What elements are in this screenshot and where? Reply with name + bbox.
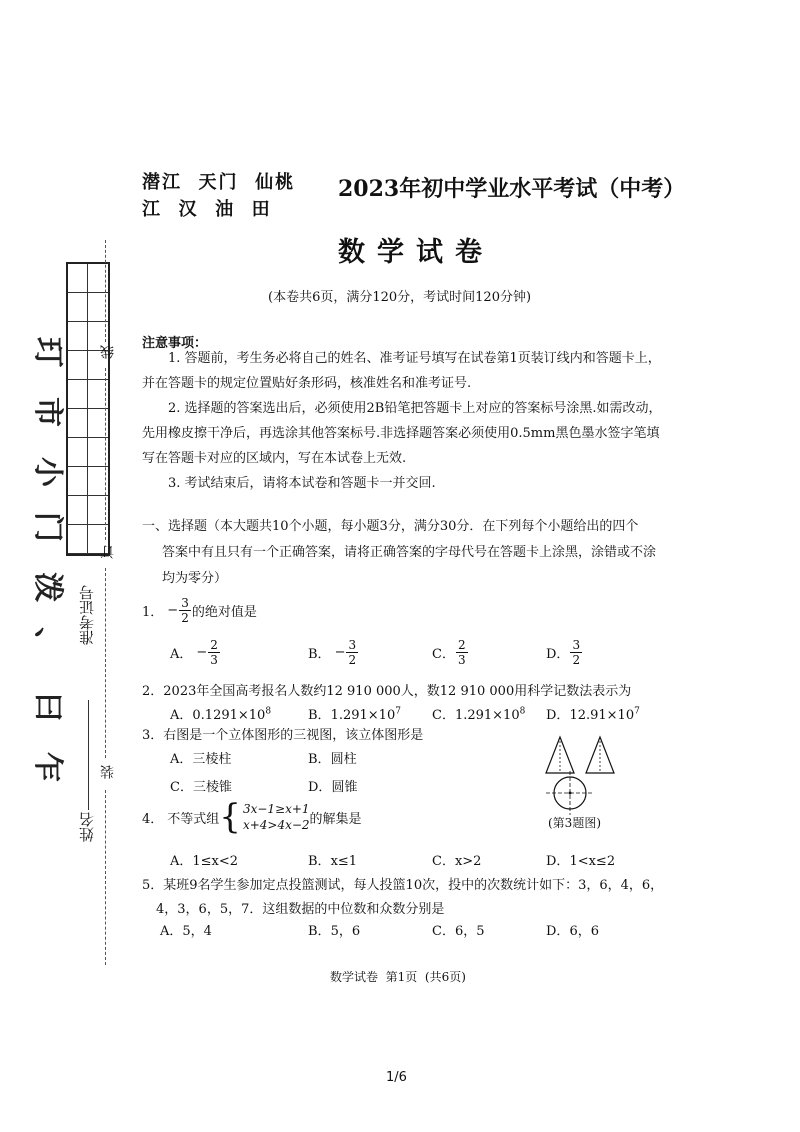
option-label: A． — [170, 647, 193, 662]
exponent: 7 — [395, 706, 401, 717]
bleed-glyph: 乍 — [30, 752, 65, 782]
front-view — [546, 737, 574, 773]
subject-title: 数学试卷 — [338, 237, 494, 268]
question-5-line-1: 5．某班9名学生参加定点投篮测试，每人投篮10次，投中的次数统计如下：3，6，4，6， — [142, 878, 664, 893]
option-text: x>2 — [454, 854, 482, 869]
fraction — [179, 596, 191, 625]
binding-mark-line: 线 — [100, 345, 116, 359]
inequality-system — [219, 797, 310, 837]
numerator: 3 — [348, 638, 357, 652]
option-label: D． — [546, 647, 570, 662]
question-4 — [142, 797, 362, 837]
section-1-instructions — [142, 514, 708, 592]
option-label: C． — [432, 924, 455, 939]
fraction — [570, 638, 582, 667]
numerator: 2 — [210, 638, 218, 652]
q4-option-a[interactable] — [170, 850, 238, 869]
q3-option-d[interactable] — [308, 776, 357, 795]
option-text: 三棱锥 — [192, 780, 232, 795]
option-text: 三棱柱 — [192, 752, 232, 767]
inequality-row: 3x−1≥x+1 — [242, 802, 310, 816]
option-label: B． — [308, 924, 331, 939]
bleed-glyph: 泼 — [30, 572, 65, 602]
id-number-grid[interactable] — [66, 262, 110, 556]
binding-line-low — [105, 568, 106, 758]
binding-mark-order: 订 — [100, 545, 116, 559]
minus-sign: − — [196, 645, 208, 660]
paper-info: (本卷共6页，满分120分，考试时间120分钟) — [268, 290, 532, 305]
question-text: 不等式组 — [167, 811, 220, 827]
denominator: 2 — [348, 653, 357, 667]
option-label: C． — [170, 780, 193, 795]
top-view — [546, 771, 594, 815]
q5-option-d[interactable] — [546, 920, 599, 939]
question-5-line-2: 4，3，6，5，7．这组数据的中位数和众数分别是 — [156, 902, 445, 917]
denominator: 2 — [181, 611, 189, 625]
option-text: 5，6 — [330, 924, 361, 939]
notes-heading: 注意事项： — [142, 336, 208, 351]
section-line: 均为零分） — [162, 571, 228, 586]
minus-sign: − — [167, 603, 179, 618]
option-label: A． — [170, 752, 193, 767]
bleed-glyph: 玎 — [30, 337, 65, 367]
option-label: A． — [170, 708, 193, 723]
note-line: 写在答题卡对应的区域内，写在本试卷上无效. — [142, 451, 407, 466]
q5-option-c[interactable] — [432, 920, 485, 939]
option-text: 0.1291×10 — [192, 708, 266, 723]
notes-block — [142, 346, 708, 496]
note-line: 先用橡皮擦干净后，再选涂其他答案标号.非选择题答案必须使用0.5mm黑色墨水签字笔填 — [142, 426, 660, 441]
page-footer-label: 数学试卷 第1页 (共6页) — [330, 970, 466, 984]
brace: { — [219, 797, 241, 837]
option-label: D． — [546, 854, 570, 869]
name-underline[interactable] — [88, 700, 89, 810]
option-label: B． — [308, 752, 331, 767]
note-line: 并在答题卡的规定位置贴好条形码，核准姓名和准考证号. — [142, 376, 472, 391]
q1-option-d[interactable] — [546, 638, 583, 667]
bleed-glyph: 曰 — [30, 692, 65, 722]
region-line-2: 江 汉 油 田 — [142, 199, 272, 220]
q4-option-b[interactable] — [308, 850, 357, 869]
option-text: x≤1 — [330, 854, 358, 869]
option-text: 1<x≤2 — [569, 854, 616, 869]
region-line-1: 潜江 天门 仙桃 — [142, 172, 296, 193]
q1-option-b[interactable] — [308, 638, 359, 667]
option-label: D． — [546, 924, 570, 939]
option-label: D． — [546, 708, 570, 723]
q2-option-c[interactable] — [432, 704, 525, 723]
option-text: 12.91×10 — [569, 708, 635, 723]
option-label: C． — [432, 854, 455, 869]
viewer-page-indicator: 1/6 — [386, 1070, 407, 1085]
question-text: 的绝对值是 — [191, 605, 257, 620]
three-view-figure — [540, 735, 630, 815]
denominator: 3 — [210, 653, 218, 667]
option-text: 圆锥 — [331, 780, 358, 795]
option-label: B． — [308, 708, 331, 723]
option-text: 圆柱 — [330, 752, 357, 767]
question-1 — [142, 596, 257, 625]
fraction — [456, 638, 468, 667]
q1-option-a[interactable] — [170, 638, 221, 667]
bleed-glyph: 小 — [30, 457, 65, 487]
figure-caption: (第3题图) — [548, 816, 601, 830]
denominator: 2 — [572, 653, 581, 667]
bleed-glyph: 门 — [30, 512, 65, 542]
option-text: 5，4 — [182, 924, 212, 939]
fraction — [208, 638, 220, 667]
numerator: 2 — [457, 638, 466, 652]
q2-option-d[interactable] — [546, 704, 640, 723]
q4-option-d[interactable] — [546, 850, 615, 869]
binding-line-bottom — [105, 790, 106, 965]
q3-option-c[interactable] — [170, 776, 232, 795]
side-view — [586, 737, 614, 773]
option-text: 1.291×10 — [454, 708, 520, 723]
denominator: 3 — [457, 653, 466, 667]
id-number-label: 准考证号 — [78, 585, 96, 645]
section-line: 答案中有且只有一个正确答案，请将正确答案的字母代号在答题卡上涂黑，涂错或不涂 — [162, 545, 657, 560]
q4-option-c[interactable] — [432, 850, 481, 869]
q3-option-a[interactable] — [170, 748, 231, 767]
note-line: 1. 答题前，考生务必将自己的姓名、准考证号填写在试卷第1页装订线内和答题卡上， — [168, 351, 661, 366]
option-label: C． — [432, 708, 455, 723]
option-text: 1.291×10 — [330, 708, 396, 723]
question-number: 1． — [142, 605, 164, 620]
fraction — [346, 638, 358, 667]
minus-sign: − — [334, 645, 346, 660]
q5-option-a[interactable] — [160, 920, 212, 939]
exponent: 8 — [265, 706, 272, 717]
q5-option-b[interactable] — [308, 920, 360, 939]
exam-title: 2023年初中学业水平考试（中考） — [338, 176, 686, 202]
numerator: 3 — [572, 638, 581, 652]
numerator: 3 — [181, 596, 189, 610]
option-label: D． — [308, 780, 332, 795]
binding-line-top — [105, 240, 106, 342]
option-text: 6，5 — [454, 924, 485, 939]
option-label: A． — [170, 854, 193, 869]
section-line: 一、选择题（本大题共10个小题，每小题3分，满分30分．在下列每个小题给出的四个 — [142, 519, 639, 534]
question-text: 的解集是 — [309, 811, 362, 827]
q3-option-b[interactable] — [308, 748, 357, 767]
q2-option-b[interactable] — [308, 704, 401, 723]
exponent: 8 — [519, 706, 526, 717]
option-label: B． — [308, 854, 331, 869]
note-line: 3. 考试结束后，请将本试卷和答题卡一并交回. — [168, 476, 436, 491]
binding-line-mid — [105, 368, 106, 540]
question-3: 3．右图是一个立体图形的三视图，该立体图形是 — [142, 728, 424, 743]
option-text: 1≤x<2 — [192, 854, 239, 869]
option-label: B． — [308, 647, 331, 662]
q1-option-c[interactable] — [432, 638, 469, 667]
binding-mark-bind: 装 — [100, 765, 116, 779]
note-line: 2. 选择题的答案选出后，必须使用2B铅笔把答题卡上对应的答案标号涂黑.如需改动， — [168, 401, 662, 416]
name-label: 姓名 — [78, 812, 96, 842]
bleed-glyph: 市 — [30, 397, 65, 427]
exponent: 7 — [634, 706, 640, 717]
option-label: C． — [432, 647, 455, 662]
question-2: 2．2023年全国高考报名人数约12 910 000人，数12 910 000用科学记数法表示为 — [142, 684, 632, 699]
inequality-row: x+4>4x−2 — [242, 818, 310, 832]
bleed-glyph: 、 — [30, 627, 65, 657]
question-number: 4． — [142, 811, 164, 827]
q2-option-a[interactable] — [170, 704, 271, 723]
option-text: 6，6 — [569, 924, 599, 939]
option-label: A． — [160, 924, 183, 939]
